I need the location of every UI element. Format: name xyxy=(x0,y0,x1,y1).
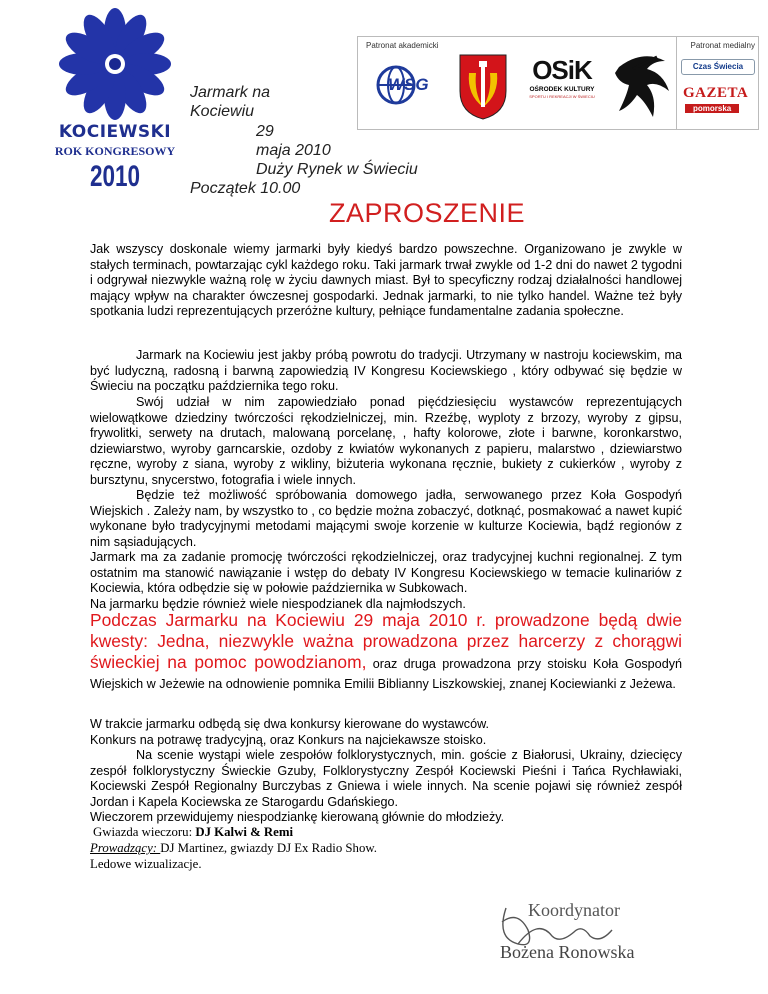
host-value: DJ Martinez, gwiazdy DJ Ex Radio Show. xyxy=(160,841,377,855)
event-name-line-1: Jarmark na xyxy=(190,84,271,101)
event-month-year: maja 2010 xyxy=(256,142,331,159)
ok-label: OŚRODEK KULTURY xyxy=(529,86,595,93)
paragraph-contest-names: Konkurs na potrawę tradycyjną, oraz Konkurs na najciekawsze stoisko. xyxy=(90,733,487,747)
star-value: DJ Kalwi & Remi xyxy=(195,825,294,839)
paragraph-promotion: Jarmark ma za zadanie promocję twórczości rękodzielniczej, oraz tradycyjnej kuchni regionalnej. Z tym ostatnim ma stanowić nawiązanie i wstęp do debaty IV Kongresu Kociewskiego w temacie kulinariów z Kociewia, która odbędzie się w połowie października w Subkowach. xyxy=(90,550,682,596)
media-patronage-label: Patronat medialny xyxy=(690,41,755,50)
coordinator-name: Bożena Ronowska xyxy=(500,942,635,962)
gazeta-logo: GAZETA xyxy=(683,85,749,101)
event-place: Duży Rynek w Świeciu xyxy=(256,161,418,178)
handwritten-signature xyxy=(488,878,668,978)
fundraising-highlight: Podczas Jarmarku na Kociewiu 29 maja 2010 r. prowadzone będą dwie kwesty: Jedna, niezwykle ważna prowadzona przez harcerzy z chorągwi świeckiej na pomoc powodzianom, xyxy=(90,610,682,673)
paragraph-intro: Jak wszyscy doskonale wiemy jarmarki były kiedyś bardzo powszechne. Organizowano je zwykle w stałych terminach, powtarzając cykl każdego roku. Taki jarmark trwał zwykle od 1-2 dni do nawet 2 tygodni i odgrywał niezwykle ważną rolę w życiu dawnych miast. Był to specyficzny rodzaj działalności handlowej mający wpływ na charakter ówczesnej gospodarki. Jednak jarmarki, to nie tylko handel. Ważne też były spotkania ludzi reprezentujących przeróżne kultury, pełniące fundamentalne zadania społeczne. xyxy=(90,242,682,319)
patronage-banner xyxy=(357,36,759,130)
paragraph-stage: Na scenie wystąpi wiele zespołów folklorystycznych, min. goście z Białorusi, Ukrainy, dziecięcy zespół folklorystyczny Świeckie Gzuby, Folklorystyczny Zespół Kociewski Pieśni i Tańca Rychławiaki, Kociewski Zespół Regionalny Burczybas z Gniewa i wiele innych. Na scenie pojawi się również zespół Jordan i Kapela Kociewska ze Starogardu Gdańskiego. xyxy=(90,748,682,809)
paragraph-evening: Wieczorem przewidujemy niespodziankę kierowaną głównie do młodzieży. xyxy=(90,810,505,824)
page-title: ZAPROSZENIE xyxy=(329,198,526,228)
flower-icon xyxy=(40,8,190,123)
paragraph-exhibitors: Swój udział w nim zapowiedziało ponad pięćdziesięciu wystawców reprezentujących wielowątkowe dziedziny twórczości rękodzielniczej, min. Rzeźbę, wyploty z brzozy, wyroby z gipsu, frywolitki, serwety na drutach, malowaną porcelanę, , hafty kolorowe, złote i barwne, koronkarstwo, dziewiarstwo, wyroby garncarskie, ozdoby z kwiatów wykonanych z papieru, malarstwo , dziewiarstwo ręczne, wyroby z siana, wyroby z wikliny, biżuteria wykonana ręcznie, bukiety z cukierków , wyroby z bursztynu, snycerstwo, fotografia i wiele innych. xyxy=(90,395,682,487)
swiecie-crest-icon xyxy=(458,51,508,121)
coordinator-signature xyxy=(488,878,668,978)
event-day: 29 xyxy=(256,123,274,140)
wsg-logo-text: WSG xyxy=(388,75,429,94)
fundraising-continuation: oraz druga prowadzona przy stoisku Koła Gospodyń Wiejskich w Jeżewie na odnowienie pomnika Emilii Biblianny Liszkowskiej, znanej Kociewianki z Jeżewa. xyxy=(90,657,682,691)
czas-swiecia-logo: Czas Świecia xyxy=(681,59,755,75)
logo-year: 2010 xyxy=(89,160,141,193)
logo-line-1: KOCIEWSKI xyxy=(58,122,172,142)
coordinator-role: Koordynator xyxy=(528,900,620,920)
eagle-icon xyxy=(613,51,673,125)
event-name-line-2: Kociewiu xyxy=(190,103,255,120)
ok-mark: OSiK xyxy=(532,55,592,85)
host-line xyxy=(90,841,682,857)
paragraph-fundraising xyxy=(90,611,682,694)
paragraph-kids: Na jarmarku będzie również wiele niespodzianek dla najmłodszych. xyxy=(90,597,466,611)
osrodek-kultury-logo xyxy=(516,55,608,119)
pomorska-label: pomorska xyxy=(685,104,739,113)
kociewski-logo xyxy=(40,8,200,208)
star-label: Gwiazda wieczoru: xyxy=(93,825,196,839)
ok-sublabel: SPORTU I REKREACJI W ŚWIECIU xyxy=(529,94,595,99)
visuals-line: Ledowe wizualizacje. xyxy=(90,857,202,871)
paragraph-tradition: Jarmark na Kociewiu jest jakby próbą powrotu do tradycji. Utrzymany w nastroju kociewskim, ma być ludyczną, radosną i barwną zapowiedzią IV Kongresu Kociewskiego , który odbywać się będzie w Świeciu na początku października tego roku. xyxy=(90,348,682,394)
star-of-evening xyxy=(93,825,685,841)
paragraph-food: Będzie też możliwość spróbowania domowego jadła, serwowanego przez Koła Gospodyń Wiejskich . Zależy nam, by wszystko to , co będzie można zobaczyć, dotknąć, posmakować a nawet kupić wykonane było tradycyjnymi metodami mającymi swoje korzenie w kulturze Kociewia, bądź regionów z nim sąsiadujących. xyxy=(90,488,682,549)
event-start: Początek 10.00 xyxy=(190,180,301,197)
logo-line-2: ROK KONGRESOWY xyxy=(54,144,176,158)
media-patronage xyxy=(676,37,759,129)
host-label: Prowadzący: xyxy=(90,841,161,855)
academic-patronage-label: Patronat akademicki xyxy=(366,41,439,50)
paragraph-contests: W trakcie jarmarku odbędą się dwa konkursy kierowane do wystawców. xyxy=(90,717,489,731)
